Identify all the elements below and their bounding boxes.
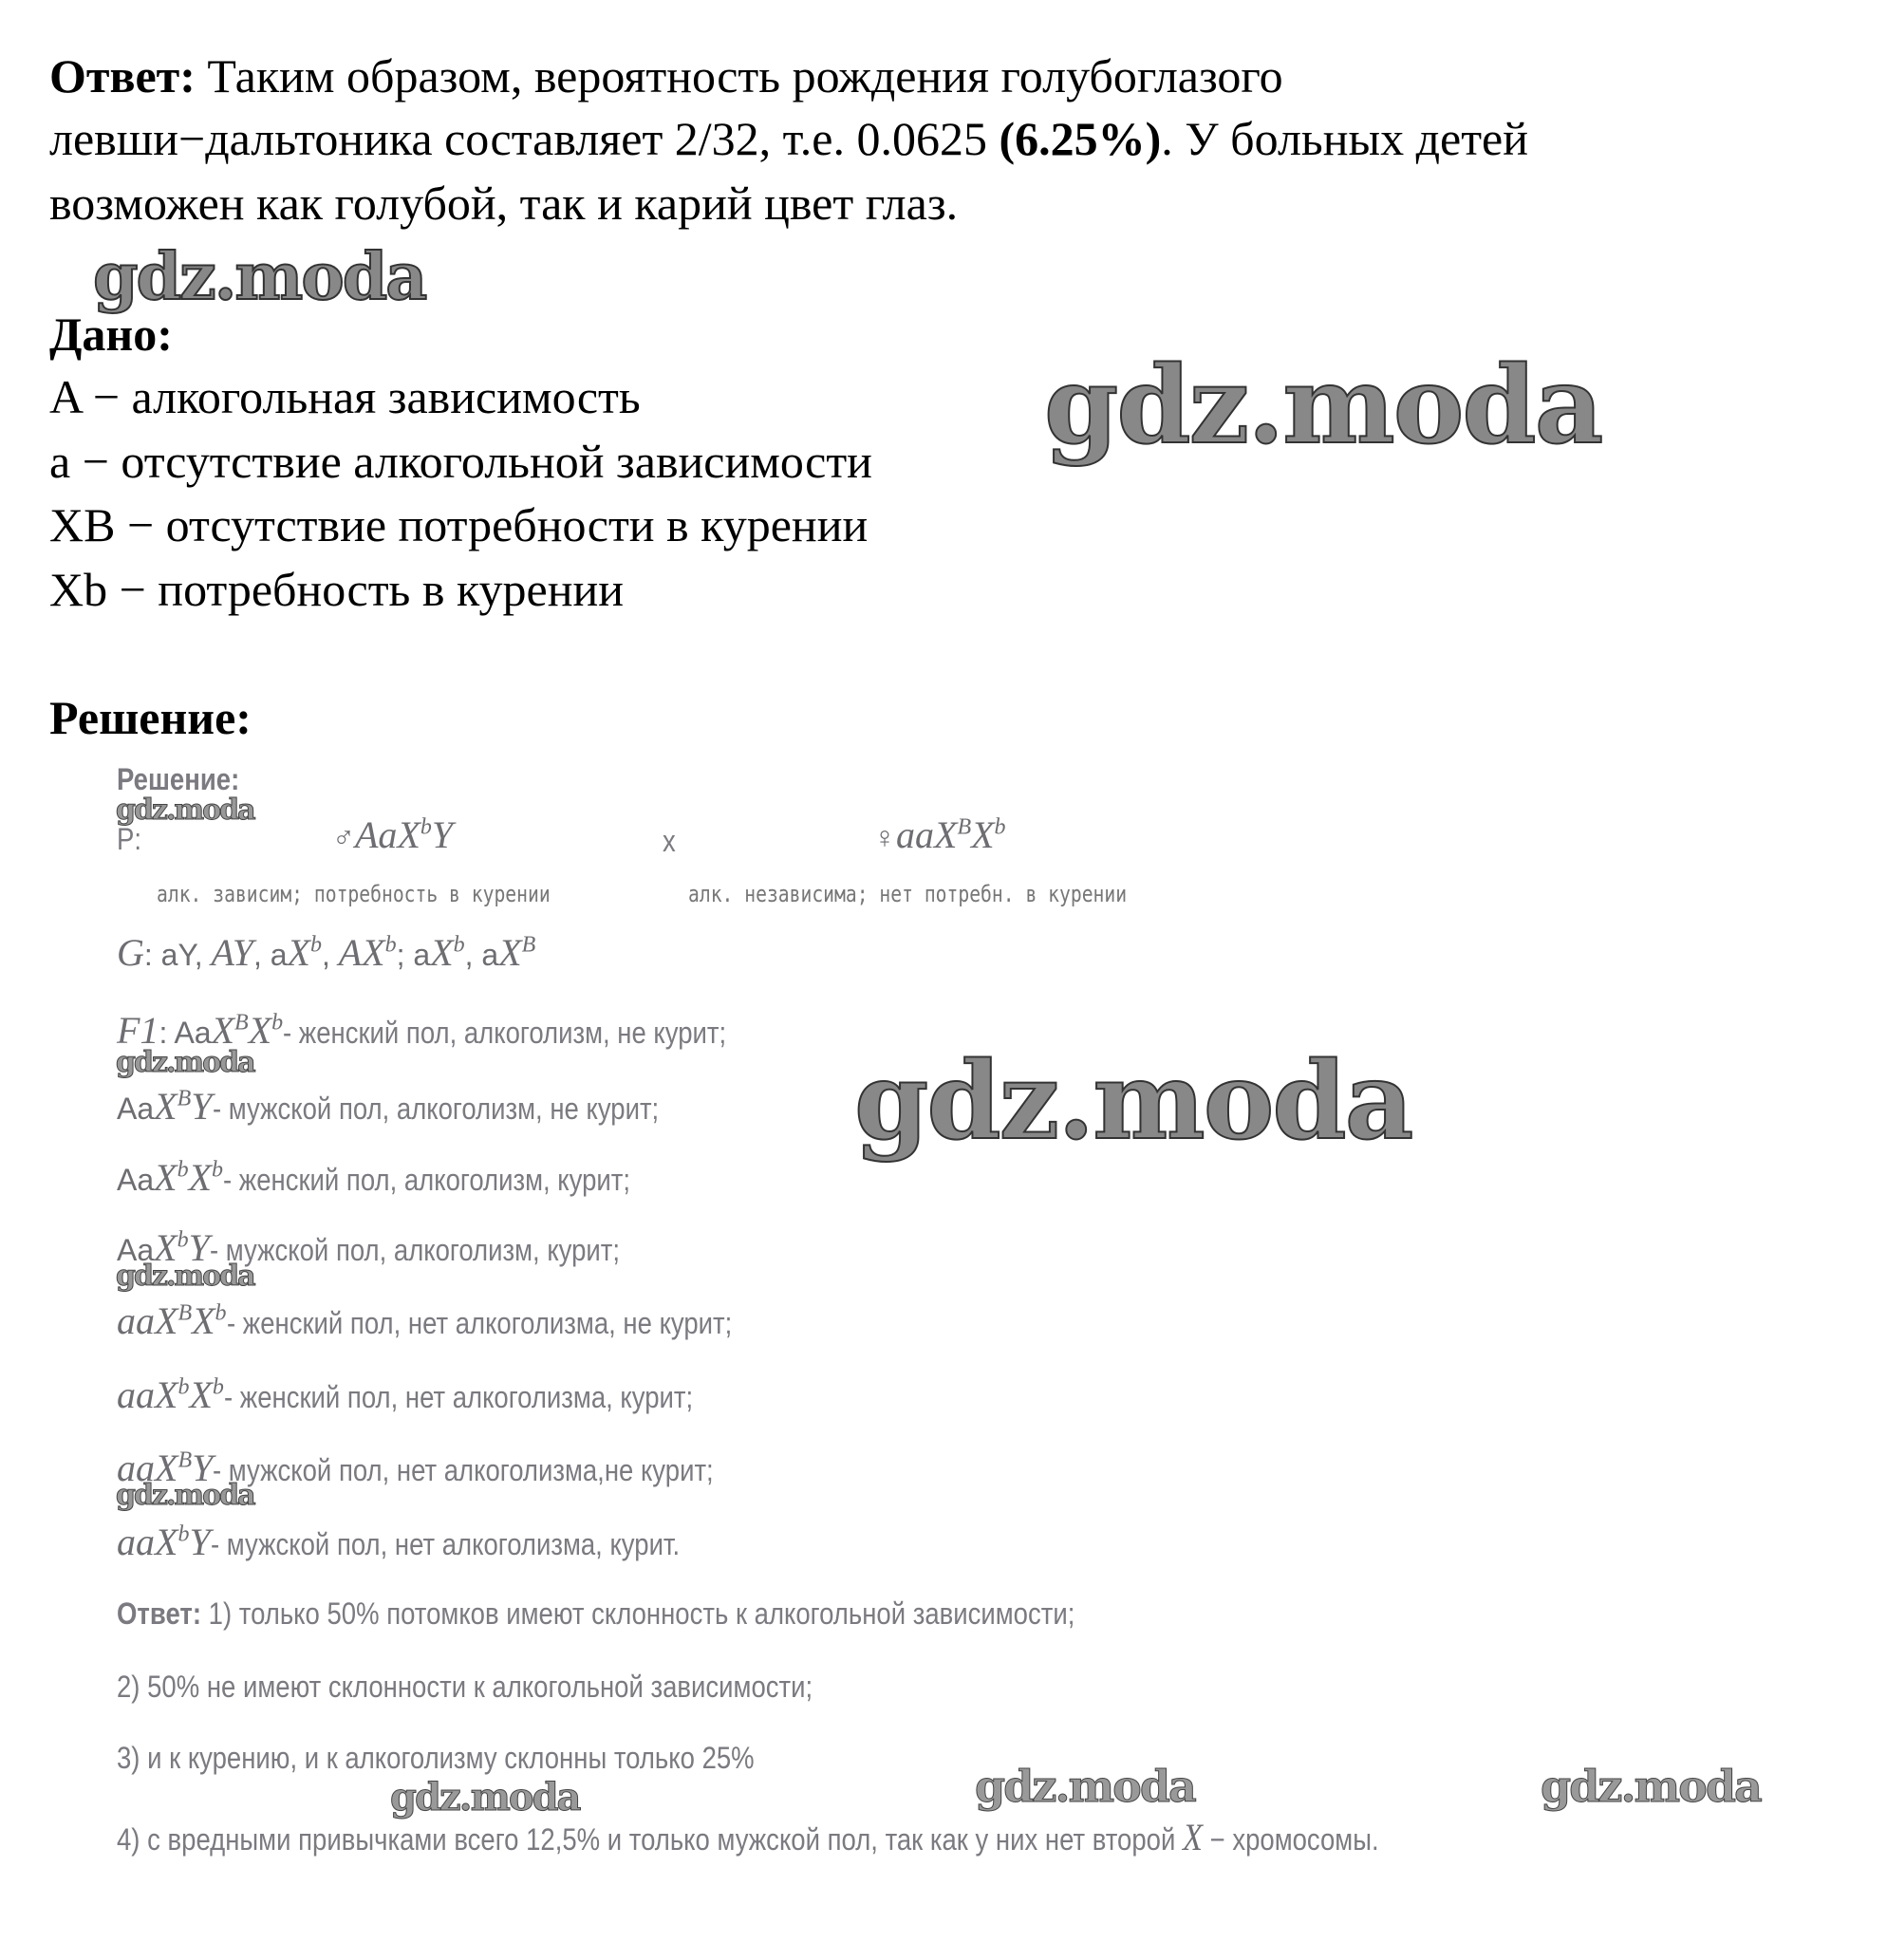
- genotype-token: aa: [896, 813, 934, 856]
- answer-1: [117, 1596, 1074, 1632]
- allele-superscript: B: [177, 1086, 192, 1111]
- offspring-row: [117, 1520, 756, 1564]
- genotype-token: X: [155, 1521, 178, 1563]
- given-item: XB − отсутствие потребности в курении: [49, 498, 869, 551]
- offspring-row: [117, 1155, 697, 1200]
- genotype-token: Y: [431, 813, 454, 856]
- genotype-token: Aa: [355, 813, 398, 856]
- genotype-token: X: [154, 1156, 177, 1199]
- genotype-token: X: [211, 1009, 235, 1052]
- genotype-token: ♀: [873, 820, 896, 854]
- offspring-row: [117, 1298, 814, 1343]
- offspring-description: - мужской пол, алкоголизм, курит;: [209, 1233, 620, 1267]
- offspring-description: - мужской пол, алкоголизм, не курит;: [212, 1092, 659, 1126]
- genotype-token: Aa: [117, 1233, 155, 1267]
- allele-superscript: B: [177, 1300, 193, 1326]
- female-genotype: [873, 812, 1006, 857]
- x-chromosome: X: [1182, 1816, 1203, 1858]
- cross-symbol: x: [663, 824, 676, 858]
- answer-text: 4) с вредными привычками всего 12,5% и только мужской пол, так как у них нет второй: [117, 1822, 1183, 1857]
- offspring-genotype: [117, 1521, 211, 1563]
- genotype-token: X: [188, 1156, 213, 1199]
- answer-text: − хромосомы.: [1202, 1822, 1379, 1857]
- offspring-genotype: [117, 1373, 224, 1416]
- male-genotype: [332, 812, 453, 857]
- answer-label: Ответ:: [117, 1596, 202, 1631]
- watermark: gdz.moda: [93, 239, 426, 315]
- f1-label: F1: [117, 1009, 159, 1052]
- offspring-genotype: [117, 1085, 213, 1128]
- genotype-token: aa: [117, 1521, 155, 1563]
- gametes: [117, 930, 535, 975]
- parents-p-label: P:: [117, 822, 142, 856]
- male-description: алк. зависим; потребность в курении: [157, 881, 551, 907]
- answer-text: 1) только 50% потомков имеют склонность к алкогольной зависимости;: [201, 1596, 1075, 1631]
- genotype-token: X: [971, 813, 995, 856]
- genotype-token: ,: [321, 938, 339, 972]
- answer-4: [117, 1815, 1379, 1859]
- genotype-token: aa: [117, 1373, 155, 1416]
- offspring-row: [117, 1372, 769, 1417]
- offspring-genotype: [117, 1156, 223, 1199]
- watermark: gdz.moda: [854, 1039, 1412, 1164]
- genotype-token: Aa: [117, 1163, 155, 1197]
- allele-superscript: b: [212, 1374, 224, 1400]
- genotype-token: AY: [211, 931, 253, 974]
- offspring-genotype: [117, 1299, 227, 1342]
- allele-superscript: B: [234, 1010, 249, 1036]
- genotype-token: X: [155, 1299, 178, 1342]
- answer-3: 3) и к курению, и к алкоголизму склонны только 25%: [117, 1741, 755, 1775]
- answer-2: 2) 50% не имеют склонности к алкогольной зависимости;: [117, 1670, 813, 1704]
- genotype-token: X: [430, 931, 454, 974]
- genotype-token: X: [154, 1226, 177, 1269]
- allele-superscript: B: [957, 814, 972, 840]
- offspring-row: [117, 1084, 731, 1129]
- genotype-token: G: [117, 931, 144, 974]
- allele-superscript: b: [177, 1374, 190, 1400]
- genotype-token: X: [155, 1373, 178, 1416]
- allele-superscript: b: [212, 1157, 224, 1183]
- genotype-token: AX: [338, 931, 385, 974]
- watermark: gdz.moda: [116, 793, 254, 827]
- allele-superscript: B: [177, 1447, 193, 1473]
- answer-line-1: [49, 44, 1283, 108]
- genotype-token: X: [155, 1447, 178, 1489]
- genotype-token: X: [498, 931, 522, 974]
- answer-line-2: [49, 106, 1528, 171]
- allele-superscript: b: [453, 932, 465, 958]
- genotype-token: ♂: [332, 820, 355, 854]
- genotype-token: X: [934, 813, 958, 856]
- genotype-token: Y: [192, 1447, 214, 1489]
- allele-superscript: b: [177, 1157, 189, 1183]
- genotype-token: Aa: [117, 1092, 155, 1126]
- genotype-token: X: [397, 813, 420, 856]
- answer-percent: (6.25%): [999, 112, 1162, 165]
- allele-superscript: b: [215, 1300, 227, 1326]
- offspring-description: - мужской пол, нет алкоголизма,не курит;: [213, 1453, 715, 1487]
- genotype-token: aa: [117, 1447, 155, 1489]
- allele-superscript: B: [521, 932, 536, 958]
- offspring-description: - женский пол, нет алкоголизма, не курит;: [226, 1306, 732, 1340]
- offspring-description: - женский пол, нет алкоголизма, курит;: [223, 1380, 694, 1414]
- genotype-token: X: [192, 1299, 215, 1342]
- genotype-token: , a: [252, 938, 288, 972]
- watermark: gdz.moda: [390, 1775, 580, 1820]
- solution-title: Решение:: [49, 691, 252, 744]
- genotype-token: : aY,: [143, 938, 212, 972]
- genotype-token: X: [287, 931, 310, 974]
- answer-label: Ответ:: [49, 49, 196, 103]
- watermark: gdz.moda: [116, 1260, 254, 1293]
- given-item: A − алкогольная зависимость: [49, 370, 641, 423]
- allele-superscript: b: [177, 1521, 190, 1547]
- allele-superscript: b: [309, 932, 322, 958]
- solution-image-title: Решение:: [117, 762, 240, 796]
- watermark: gdz.moda: [1044, 344, 1602, 468]
- watermark: gdz.moda: [1541, 1761, 1761, 1812]
- given-title: Дано:: [49, 308, 173, 361]
- genotype-token: X: [248, 1009, 272, 1052]
- colon: :: [159, 1016, 175, 1050]
- female-description: алк. независима; нет потребн. в курении: [688, 881, 1128, 907]
- watermark: gdz.moda: [116, 1479, 254, 1512]
- answer-text: левши−дальтоника составляет 2/32, т.е. 0.0625: [49, 112, 1000, 165]
- watermark: gdz.moda: [975, 1761, 1195, 1812]
- genotype-token: Y: [191, 1085, 213, 1128]
- given-item: Xb − потребность в курении: [49, 563, 625, 616]
- offspring-description: - женский пол, алкоголизм, не курит;: [283, 1016, 727, 1050]
- answer-line-3: возможен как голубой, так и карий цвет глаз.: [49, 177, 959, 230]
- offspring-description: - женский пол, алкоголизм, курит;: [223, 1163, 631, 1197]
- answer-text: . У больных детей: [1161, 112, 1528, 165]
- genotype-token: ; a: [396, 938, 431, 972]
- allele-superscript: b: [994, 814, 1006, 840]
- genotype-token: Y: [188, 1226, 210, 1269]
- answer-text: Таким образом, вероятность рождения голубоглазого: [195, 49, 1283, 103]
- genotype-token: aa: [117, 1299, 155, 1342]
- genotype-token: Y: [189, 1521, 211, 1563]
- offspring-description: - мужской пол, нет алкоголизма, курит.: [210, 1527, 680, 1561]
- genotype-token: , a: [464, 938, 499, 972]
- genotype-token: Aa: [174, 1016, 212, 1050]
- given-item: a − отсутствие алкогольной зависимости: [49, 435, 872, 488]
- allele-superscript: b: [271, 1010, 284, 1036]
- allele-superscript: b: [177, 1227, 189, 1253]
- genotype-token: X: [154, 1085, 177, 1128]
- watermark: gdz.moda: [116, 1046, 254, 1079]
- genotype-token: X: [189, 1373, 213, 1416]
- allele-superscript: b: [384, 932, 397, 958]
- allele-superscript: b: [420, 814, 432, 840]
